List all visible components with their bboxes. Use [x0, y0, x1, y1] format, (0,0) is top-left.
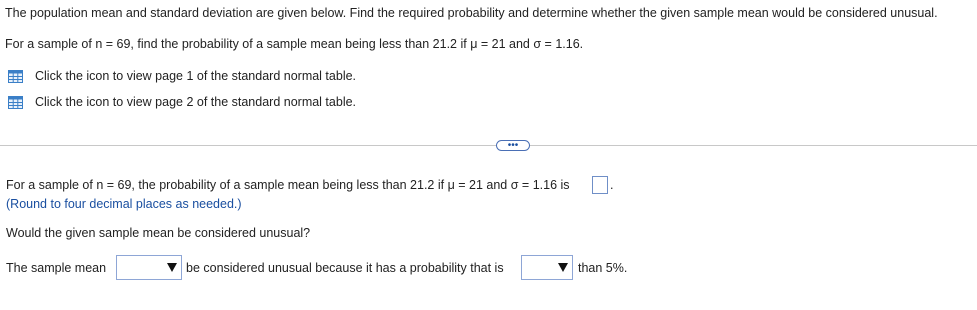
table-icon[interactable] [8, 96, 23, 109]
table-link-1-label[interactable]: Click the icon to view page 1 of the standard normal table. [35, 69, 357, 83]
table-icon[interactable] [8, 70, 23, 83]
probability-answer-input[interactable] [592, 176, 608, 194]
table-link-2-label[interactable]: Click the icon to view page 2 of the standard normal table. [35, 95, 357, 109]
question-prompt: For a sample of n = 69, find the probability of a sample mean being less than 21.2 if μ = 21 and σ = 1.16. [5, 37, 584, 51]
dropdown-arrow-icon [558, 263, 568, 272]
greater-less-dropdown[interactable] [521, 255, 573, 280]
sentence-start: The sample mean [6, 261, 107, 275]
section-divider [0, 145, 977, 146]
answer-statement-period: . [610, 178, 614, 192]
dropdown-arrow-icon [167, 263, 177, 272]
answer-statement: For a sample of n = 69, the probability of a sample mean being less than 21.2 if μ = 21 and σ = 1.16 is [6, 178, 570, 192]
unusual-question: Would the given sample mean be considered unusual? [6, 226, 311, 240]
rounding-hint: (Round to four decimal places as needed.) [6, 197, 242, 211]
question-intro: The population mean and standard deviation are given below. Find the required probability and determine whether the given sample mean would be considered unusual. [5, 6, 938, 20]
sentence-end: than 5%. [578, 261, 628, 275]
would-would-not-dropdown[interactable] [116, 255, 182, 280]
sentence-middle: be considered unusual because it has a probability that is [186, 261, 504, 275]
expand-more-button[interactable]: ••• [496, 140, 530, 151]
